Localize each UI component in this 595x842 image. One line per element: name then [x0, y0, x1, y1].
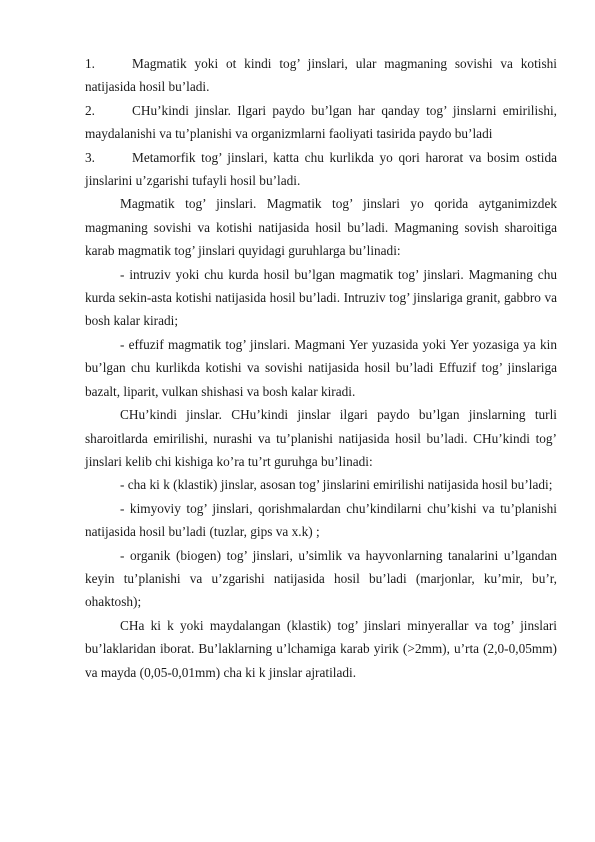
- list-item-text: Magmatik yoki ot kindi tog’ jinslari, ular magmaning sovishi va kotishi natijasida hosil bu’ladi.: [85, 56, 557, 95]
- paragraph-magmatic-rocks: Magmatik tog’ jinslari. Magmatik tog’ jinslari yo qorida aytganimizdek magmaning sovishi va kotishi natijasida hosil bu’ladi. Magmaning sovish sharoitiga karab magmatik tog’ jinslari quyidagi guruhlarga bu’linadi:: [85, 196, 557, 259]
- list-item-3: [85, 146, 557, 193]
- paragraph-effusive: - effuzif magmatik tog’ jinslari. Magmani Yer yuzasida yoki Yer yozasiga ya kin bu’lgan chu kurlikda kotishi va sovishi natijasida hosil bu’ladi Effuzif tog’ jinslariga bazalt, liparit, vulkan shishasi va bosh kalar kiradi.: [85, 336, 557, 399]
- list-item-2: [85, 99, 557, 146]
- paragraph-organic: - organik (biogen) tog’ jinslari, u’simlik va hayvonlarning tanalarini u’lgandan keyin tu’planishi va u’zgarishi natijasida hosil bu’ladi (marjonlar, ku’mir, bu’r, ohaktosh);: [85, 547, 557, 610]
- paragraph-chemical: - kimyoviy tog’ jinslari, qorishmalardan chu’kindilarni chu’kishi va tu’planishi natijasida hosil bu’ladi (tuzlar, gips va x.k) ;: [85, 500, 557, 540]
- list-item-text: CHu’kindi jinslar. Ilgari paydo bu’lgan har qanday tog’ jinslarni emirilishi, maydalanishi va tu’planishi va organizmlarni faoliyati tasirida paydo bu’ladi: [85, 102, 557, 142]
- list-item-number: 3.: [85, 149, 95, 165]
- paragraph-clastic: - cha ki k (klastik) jinslar, asosan tog’ jinslarini emirilishi natijasida hosil bu’ladi;: [120, 477, 553, 493]
- list-item-number: 2.: [85, 102, 95, 118]
- list-item-number: 1.: [85, 56, 95, 71]
- paragraph-intrusive: - intruziv yoki chu kurda hosil bu’lgan magmatik tog’ jinslari. Magmaning chu kurda sekin-asta kotishi natijasida hosil bu’ladi. Intruziv tog’ jinslariga granit, gabbro va bosh kalar kiradi;: [85, 266, 557, 329]
- document-body: [85, 52, 557, 684]
- paragraph-sedimentary-rocks: CHu’kindi jinslar. CHu’kindi jinslar ilgari paydo bu’lgan jinslarning turli sharoitlarda emirilishi, nurashi va tu’planishi natijasida hosil bu’ladi. CHu’kindi tog’ jinslari kelib chi kishiga ko’ra tu’rt guruhga bu’linadi:: [85, 407, 557, 469]
- list-item-text: Metamorfik tog’ jinslari, katta chu kurlikda yo qori harorat va bosim ostida jinslarini u’zgarishi tufayli hosil bu’ladi.: [85, 149, 557, 189]
- paragraph-clastic-details: CHa ki k yoki maydalangan (klastik) tog’ jinslari minyerallar va tog’ jinslari bu’laklaridan iborat. Bu’laklarning u’lchamiga karab yirik (>2mm), u’rta (2,0-0,05mm) va mayda (0,05-0,01mm) cha ki k jinslar ajratiladi.: [85, 617, 557, 680]
- list-item-1: [85, 52, 557, 99]
